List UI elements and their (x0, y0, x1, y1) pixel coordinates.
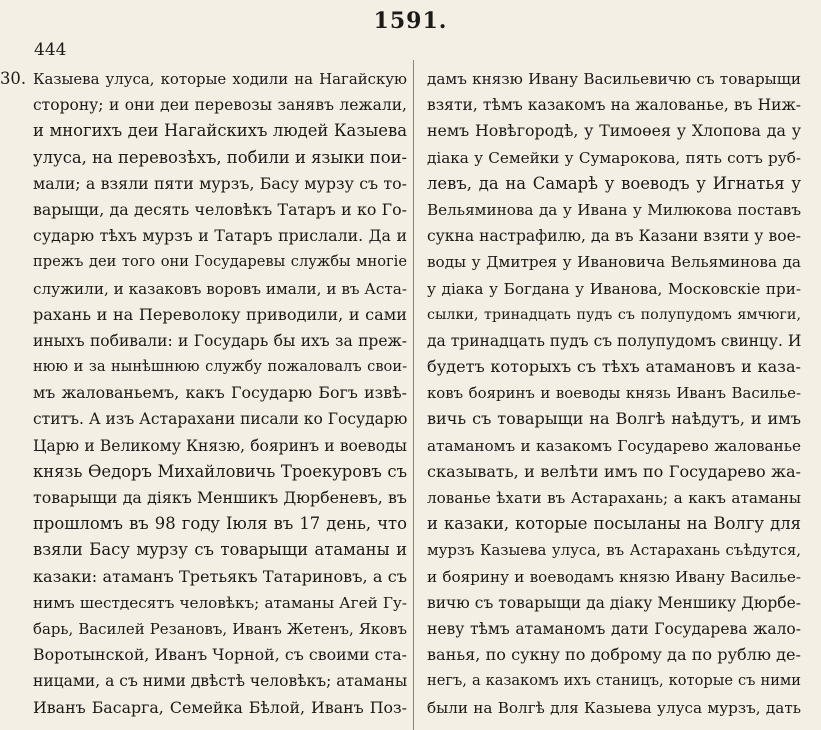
text-line: и многихъ деи Нагайскихъ людей Казыева (33, 121, 407, 141)
text-line: сукна настрафилю, да въ Казани взяти у вое- (427, 227, 801, 246)
left-text-column (33, 66, 407, 721)
text-line: были на Волгѣ для Казыева улуса мурзъ, дать (427, 698, 801, 717)
text-line: барь, Василей Резановъ, Иванъ Жетенъ, Яковъ (33, 619, 407, 638)
text-line: ковъ бояринъ и воеводы князь Иванъ Василье- (427, 384, 801, 403)
text-line: нюю и за нынѣшнюю службу пожаловалъ свои- (33, 358, 407, 376)
text-line: прошломъ въ 98 году Iюля въ 17 день, что (33, 514, 407, 534)
text-line: воды у Дмитрея у Ивановича Вельяминова да (427, 253, 801, 272)
text-line: атаманомъ и казакомъ Государево жалованье (427, 436, 801, 455)
text-line: мурзъ Казыева улуса, въ Астарахань съѣдутся, (427, 541, 801, 560)
text-line: Иванъ Басарга, Семейка Бѣлой, Иванъ Поз- (33, 697, 407, 717)
text-line: неву тѣмъ атаманомъ дати Государева жало- (427, 619, 801, 638)
text-line: Вельяминова да у Ивана у Милюкова поставъ (427, 200, 801, 219)
text-line: улуса, на перевозѣхъ, побили и языки пои- (33, 147, 408, 167)
text-line: дiака у Семейки у Сумарокова, пять сотъ руб- (427, 148, 801, 167)
margin-document-number: 30. (0, 69, 27, 88)
text-line: ванья, по сукну по доброму да по рублю де- (427, 645, 801, 665)
right-text-column (427, 66, 801, 721)
text-line: сударю тѣхъ мурзъ и Татаръ прислали. Да и (33, 226, 407, 246)
text-line: сторону; и они деи перевозы занявъ лежали, (33, 96, 407, 115)
text-line: и боярину и воеводамъ князю Ивану Василье- (427, 567, 801, 586)
text-line: сылки, тринадцать пудъ съ полупудомъ ямчюги, (427, 306, 801, 323)
text-line: левъ, да на Самарѣ у воеводъ у Игнатья у (427, 173, 801, 193)
text-line: мъ жалованьемъ, какъ Государю Богъ извѣ- (33, 383, 407, 403)
text-line: мали; а взяли пяти мурзъ, Басу мурзу съ то- (33, 173, 407, 193)
column-divider (413, 60, 414, 730)
text-line: князь Өедоръ Михайловичь Троекуровъ съ (33, 461, 407, 481)
text-line: негъ, а казакомъ ихъ станицъ, которые съ ними (427, 672, 801, 690)
text-line: ститъ. А изъ Астарахани писали ко Государю (33, 410, 408, 429)
text-line: взяли Басу мурзу съ товарыщи атаманы и (33, 540, 407, 560)
text-line: да тринадцать пудъ съ полупудомъ свинцу. И (427, 331, 802, 350)
page-number: 444 (34, 40, 67, 60)
text-line: иныхъ побивали: и Государь бы ихъ за преж- (33, 331, 407, 350)
text-line: прежъ деи того они Государевы службы многiе (33, 253, 407, 271)
text-line: варыщи, да десять человѣкъ Татаръ и ко Го- (33, 199, 407, 219)
text-line: у дiака у Богдана у Иванова, Московскiе при- (427, 279, 801, 298)
text-line: Царю и Великому Князю, бояринъ и воеводы (33, 436, 407, 455)
text-line: немъ Новѣгородѣ, у Тимоөея у Хлопова да у (427, 121, 801, 141)
text-line: ницами, а съ ними двѣстѣ человѣкъ; атаманы (33, 672, 408, 691)
text-line: вичь съ товарыщи на Волгѣ наѣдутъ, и имъ (427, 409, 801, 429)
text-line: Воротынской, Иванъ Чорной, съ своими ста- (33, 645, 407, 665)
text-line: казаки: атаманъ Третьякъ Татариновъ, а съ (33, 566, 407, 586)
text-line: взяти, тѣмъ казакомъ на жалованье, въ Ниж- (427, 96, 801, 115)
text-line: Казыева улуса, которые ходили на Нагайскую (33, 70, 407, 88)
page-year-heading: 1591. (373, 8, 448, 34)
text-line: товарыщи да дiякъ Меншикъ Дюрбеневъ, въ (33, 488, 407, 507)
text-line: нимъ шестдесятъ человѣкъ; атаманы Агей Гу- (33, 593, 407, 612)
text-line: дамъ князю Ивану Васильевичю съ товарыщи (427, 70, 801, 88)
text-line: и казаки, которые посыланы на Волгу для (427, 514, 801, 534)
text-line: вичю съ товарыщи да дiаку Меншику Дюрбе- (427, 593, 801, 612)
text-line: служили, и казаковъ воровъ имали, и въ Аста- (33, 279, 407, 298)
text-line: будетъ которыхъ съ тѣхъ атамановъ и каза- (427, 357, 801, 377)
text-line: сказывать, и велѣти имъ по Государево жа- (427, 461, 801, 481)
text-line: лованье ѣхати въ Астарахань; а какъ атаманы (427, 489, 801, 507)
text-line: рахань и на Переволоку приводили, и сами (33, 304, 407, 324)
